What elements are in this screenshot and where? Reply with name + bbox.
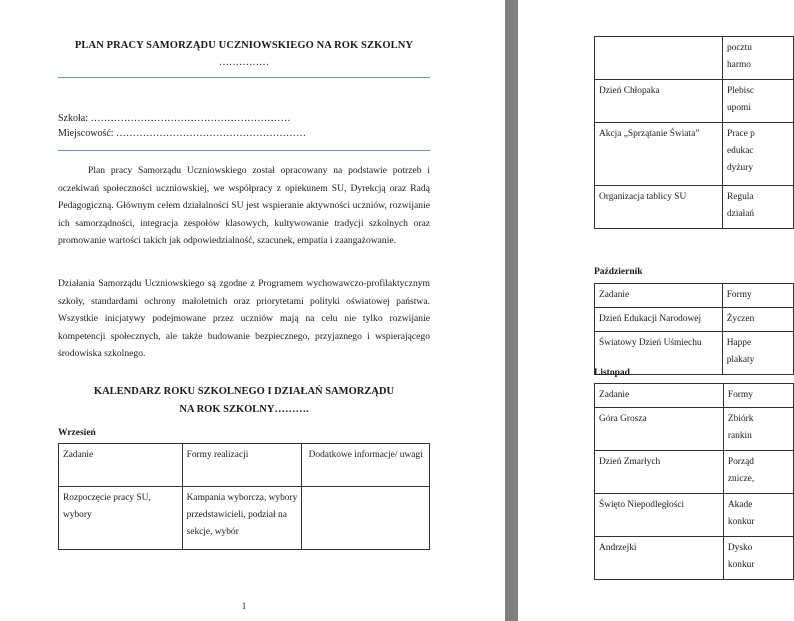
table-header-cell: Formy [723,384,793,408]
table-cell [302,487,430,550]
table-cell: pocztu harmo [722,37,793,80]
calendar-title-line2: NA ROK SZKOLNY………. [179,404,309,415]
table-row [595,494,794,537]
page-number: 1 [241,601,247,611]
table-row [595,308,794,332]
table-row [595,123,794,186]
table-cell: Zbiórk rankin [723,408,793,451]
divider-line [58,150,430,151]
document-page-2 [518,0,755,621]
table-cell: Święto Niepodległości [595,494,724,537]
month-heading-september: Wrzesień [58,428,96,438]
table-row [595,80,794,123]
table-cell: Rozpoczęcie pracy SU, wybory [59,487,183,550]
table-cell: Akcja „Sprzątanie Świata” [595,123,723,186]
month-heading-october: Październik [594,267,643,277]
october-table [594,283,794,375]
page-gutter [505,0,518,621]
intro-paragraph-text: Plan pracy Samorządu Uczniowskiego został opracowany na podstawie potrzeb i oczekiwań społeczności uczniowskiej, we współpracy z opiekunem SU, Dyrekcją oraz Radą Pedagogiczną. Głównym celem działalności SU jest wspieranie aktywności uczniów, rozwijanie ich samorządności, integracja zespołów klasowych, kultywowanie tradycji szkolnych oraz promowanie wartości takich jak odpowiedzialność, szacunek, empatia i zaangażowanie. [58,165,430,247]
table-header-cell: Zadanie [59,444,183,487]
table-cell: Organizacja tablicy SU [595,186,723,229]
table-cell: Plebisc upomi [722,80,793,123]
table-cell: Akade konkur [723,494,793,537]
table-cell: Dysko konkur [723,537,793,580]
table-cell: Andrzejki [595,537,724,580]
document-title: PLAN PRACY SAMORZĄDU UCZNIOWSKIEGO NA ROK SZKOLNY [74,40,414,51]
table-cell [595,37,723,80]
table-cell: Regula działań [722,186,793,229]
school-field: Szkoła: …………………………………………………… [58,113,291,124]
title-dots: …………… [219,57,269,68]
table-cell: Dzień Edukacji Narodowej [595,308,723,332]
table-cell: Kampania wyborcza, wybory przedstawicieli, podział na sekcje, wybór [182,487,302,550]
table-cell: Życzen [722,308,793,332]
table-header-row [59,444,430,487]
intro-paragraph [58,162,430,250]
table-cell: Góra Grosza [595,408,724,451]
table-header-cell: Zadanie [595,284,723,308]
city-field: Miejscowość: ………………………………………………… [58,128,307,139]
table-cell: Happe plakaty [722,332,793,375]
table-cell: Dzień Chłopaka [595,80,723,123]
table-header-row [595,284,794,308]
table-header-cell: Formy realizacji [182,444,302,487]
november-table [594,383,794,580]
table-row [595,186,794,229]
september-table-continued [594,36,794,229]
table-header-cell: Dodatkowe informacje/ uwagi [302,444,430,487]
table-row [595,408,794,451]
table-row [595,537,794,580]
table-cell: Dzień Zmarłych [595,451,724,494]
table-header-row [595,384,794,408]
table-row [59,487,430,550]
table-cell: Prace p edukac dyżury [722,123,793,186]
divider-line [58,77,430,78]
calendar-title-line1: KALENDARZ ROKU SZKOLNEGO I DZIAŁAŃ SAMORZĄDU [93,386,395,397]
month-heading-november: Listopad [594,368,630,378]
table-header-cell: Zadanie [595,384,724,408]
table-header-cell: Formy [722,284,793,308]
table-cell: Światowy Dzień Uśmiechu [595,332,723,375]
september-table [58,443,430,550]
table-cell: Porząd znicze, [723,451,793,494]
table-row [595,37,794,80]
compliance-paragraph: Działania Samorządu Uczniowskiego są zgodne z Programem wychowawczo-profilaktycznym szkoły, standardami ochrony małoletnich oraz priorytetami polityki oświatowej państwa. Wszystkie inicjatywy podejmowane przez uczniów mają na celu nie tylko rozwijanie kompetencji społecznych, ale także budowanie bezpiecznego, przyjaznego i wspierającego środowiska szkolnego. [58,278,430,360]
table-row [595,451,794,494]
